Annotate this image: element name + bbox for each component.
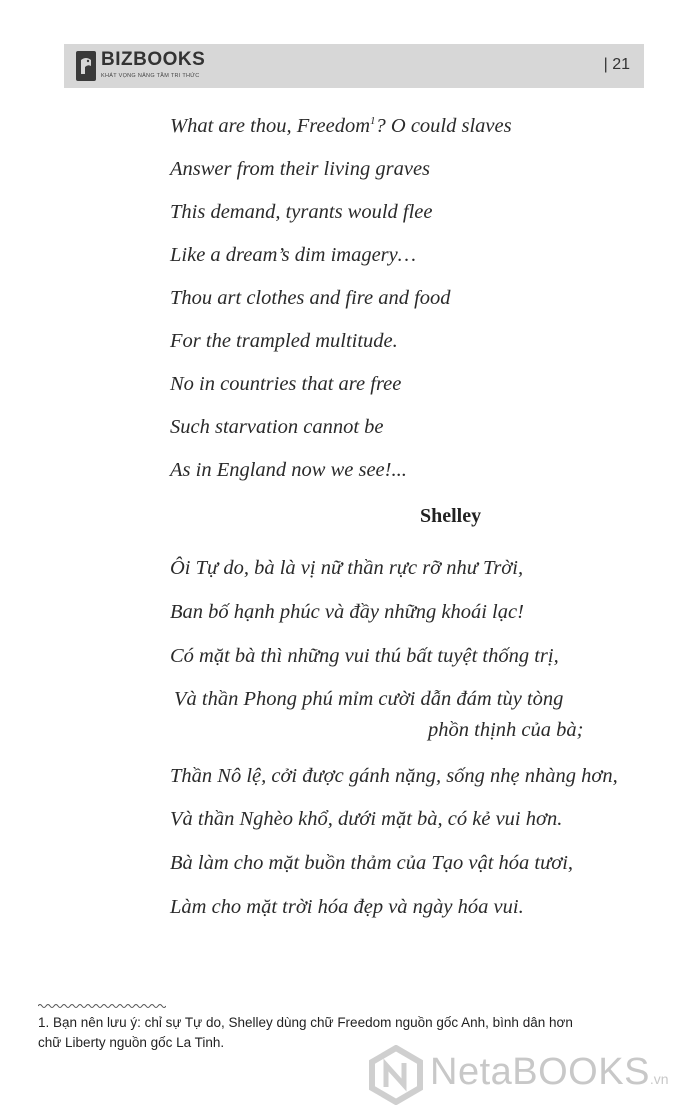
poem-line-text: What are thou, Freedom — [170, 115, 371, 137]
brand-name: BIZBOOKS — [101, 49, 206, 70]
watermark-brand: NetaBOOKS — [430, 1051, 650, 1093]
poem-line: Thou art clothes and fire and food — [170, 287, 451, 309]
poem-line — [170, 115, 512, 138]
watermark-text — [430, 1051, 669, 1094]
poem-line: Thần Nô lệ, cởi được gánh nặng, sống nhẹ nhàng hơn, — [170, 765, 618, 787]
poem-line: Và thần Nghèo khổ, dưới mặt bà, có kẻ vui hơn. — [170, 808, 563, 830]
poem-line: This demand, tyrants would flee — [170, 201, 433, 223]
poem-line: Such starvation cannot be — [170, 416, 384, 438]
poem-line: For the trampled multitude. — [170, 330, 398, 352]
poem-line: Có mặt bà thì những vui thú bất tuyệt thống trị, — [170, 645, 559, 667]
poem-line: Ôi Tự do, bà là vị nữ thần rực rỡ như Trời, — [170, 557, 524, 579]
bizbooks-logo-mark-icon — [76, 51, 96, 81]
netabooks-logo-icon — [368, 1045, 424, 1105]
footnote-line: chữ Liberty nguồn gốc La Tinh. — [38, 1035, 225, 1050]
footnote-line: 1. Bạn nên lưu ý: chỉ sự Tự do, Shelley dùng chữ Freedom nguồn gốc Anh, bình dân hơn — [38, 1015, 573, 1030]
brand-tagline: KHÁT VỌNG NÂNG TẦM TRI THỨC — [101, 73, 200, 79]
poem-line: Bà làm cho mặt buồn thảm của Tạo vật hóa tươi, — [170, 852, 574, 874]
poem-line-text: ? O could slaves — [375, 115, 512, 137]
poem-author: Shelley — [420, 505, 482, 527]
footnote-marker: 1 — [370, 115, 376, 128]
bizbooks-logo — [76, 49, 206, 85]
poem-line: Và thần Phong phú mỉm cười dẫn đám tùy tòng — [174, 688, 564, 710]
poem-line: Ban bố hạnh phúc và đầy những khoái lạc! — [170, 601, 524, 623]
poem-line: As in England now we see!... — [170, 459, 407, 481]
poem-line: No in countries that are free — [170, 373, 402, 395]
page-number: | 21 — [603, 56, 630, 73]
poem-line: phồn thịnh của bà; — [428, 719, 584, 741]
netabooks-watermark — [368, 1045, 688, 1109]
poem-line: Answer from their living graves — [170, 158, 431, 180]
poem-line: Like a dream’s dim imagery… — [170, 244, 416, 266]
footnote-separator — [38, 1003, 166, 1009]
poem-line: Làm cho mặt trời hóa đẹp và ngày hóa vui. — [170, 896, 524, 918]
page-header — [64, 44, 644, 88]
watermark-domain: .vn — [649, 1071, 669, 1087]
